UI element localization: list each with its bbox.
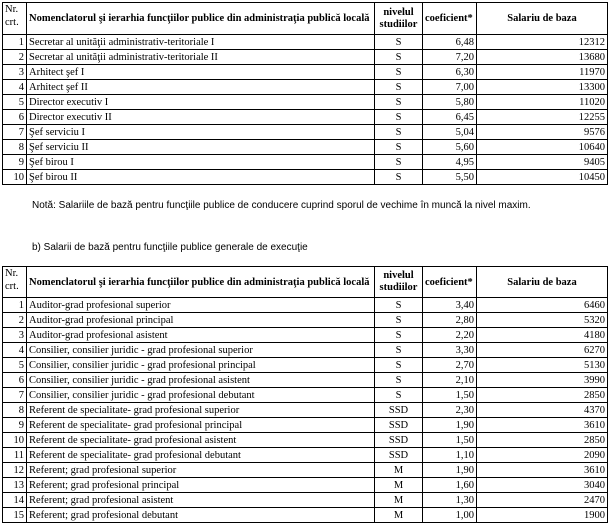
row-salary-cell: 5130 [477, 358, 608, 373]
table-row [3, 65, 608, 80]
row-nr-cell: 7 [3, 388, 27, 403]
row-nr-cell: 5 [3, 95, 27, 110]
row-salary-cell: 9405 [477, 155, 608, 170]
row-coef-cell: 1,00 [423, 508, 477, 523]
row-name-cell: Şef birou II [27, 170, 375, 185]
row-coef-cell: 1,50 [423, 388, 477, 403]
row-nr-cell: 1 [3, 35, 27, 50]
row-nr-cell: 8 [3, 140, 27, 155]
row-nr-cell: 15 [3, 508, 27, 523]
row-name-cell: Referent de specialitate- grad profesional asistent [27, 433, 375, 448]
row-nr-cell: 5 [3, 358, 27, 373]
row-coef-cell: 1,10 [423, 448, 477, 463]
row-coef-cell: 1,60 [423, 478, 477, 493]
header-salary: Salariu de baza [477, 3, 608, 35]
table-row [3, 403, 608, 418]
row-nr-cell: 12 [3, 463, 27, 478]
row-coef-cell: 2,30 [423, 403, 477, 418]
row-nr-cell: 10 [3, 170, 27, 185]
row-salary-cell: 4180 [477, 328, 608, 343]
header-coef: coeficient* [423, 3, 477, 35]
row-salary-cell: 6270 [477, 343, 608, 358]
note-text: Notă: Salariile de bază pentru funcţiile publice de conducere cuprind sporul de vechime în muncă la nivel maxim. [32, 200, 531, 211]
table-row [3, 418, 608, 433]
row-level-cell: M [375, 508, 423, 523]
row-coef-cell: 1,90 [423, 463, 477, 478]
row-salary-cell: 13680 [477, 50, 608, 65]
row-name-cell: Auditor-grad profesional principal [27, 313, 375, 328]
row-name-cell: Şef serviciu I [27, 125, 375, 140]
row-coef-cell: 6,45 [423, 110, 477, 125]
row-coef-cell: 3,30 [423, 343, 477, 358]
row-nr-cell: 1 [3, 298, 27, 313]
row-salary-cell: 5320 [477, 313, 608, 328]
row-level-cell: S [375, 343, 423, 358]
row-nr-cell: 13 [3, 478, 27, 493]
row-name-cell: Referent; grad profesional debutant [27, 508, 375, 523]
row-level-cell: S [375, 50, 423, 65]
row-name-cell: Referent; grad profesional superior [27, 463, 375, 478]
table-row [3, 35, 608, 50]
row-coef-cell: 6,30 [423, 65, 477, 80]
table-row [3, 493, 608, 508]
row-nr-cell: 11 [3, 448, 27, 463]
row-coef-cell: 6,48 [423, 35, 477, 50]
table-management-positions [2, 2, 608, 185]
table-row [3, 155, 608, 170]
row-nr-cell: 8 [3, 403, 27, 418]
row-level-cell: S [375, 95, 423, 110]
row-salary-cell: 12312 [477, 35, 608, 50]
row-salary-cell: 2850 [477, 388, 608, 403]
row-coef-cell: 7,20 [423, 50, 477, 65]
row-name-cell: Auditor-grad profesional superior [27, 298, 375, 313]
row-salary-cell: 3990 [477, 373, 608, 388]
row-coef-cell: 5,50 [423, 170, 477, 185]
row-name-cell: Consilier, consilier juridic - grad profesional asistent [27, 373, 375, 388]
row-level-cell: S [375, 313, 423, 328]
row-nr-cell: 4 [3, 80, 27, 95]
row-coef-cell: 2,70 [423, 358, 477, 373]
table-row [3, 313, 608, 328]
row-nr-cell: 7 [3, 125, 27, 140]
row-name-cell: Referent de specialitate- grad profesional principal [27, 418, 375, 433]
row-coef-cell: 7,00 [423, 80, 477, 95]
row-coef-cell: 5,60 [423, 140, 477, 155]
row-level-cell: SSD [375, 433, 423, 448]
row-salary-cell: 1900 [477, 508, 608, 523]
row-name-cell: Referent; grad profesional principal [27, 478, 375, 493]
row-name-cell: Secretar al unităţii administrativ-teritoriale II [27, 50, 375, 65]
table-row [3, 140, 608, 155]
row-nr-cell: 2 [3, 50, 27, 65]
row-coef-cell: 2,80 [423, 313, 477, 328]
table-row [3, 508, 608, 523]
row-coef-cell: 4,95 [423, 155, 477, 170]
row-level-cell: M [375, 463, 423, 478]
table-row [3, 373, 608, 388]
row-level-cell: S [375, 328, 423, 343]
row-level-cell: S [375, 388, 423, 403]
row-salary-cell: 2090 [477, 448, 608, 463]
table-row [3, 328, 608, 343]
row-level-cell: SSD [375, 418, 423, 433]
row-nr-cell: 10 [3, 433, 27, 448]
row-level-cell: SSD [375, 448, 423, 463]
table-row [3, 388, 608, 403]
row-name-cell: Consilier, consilier juridic - grad profesional superior [27, 343, 375, 358]
row-salary-cell: 10640 [477, 140, 608, 155]
row-name-cell: Consilier, consilier juridic - grad profesional principal [27, 358, 375, 373]
header-name: Nomenclatorul şi ierarhia funcţiilor publice din administraţia publică locală [27, 3, 375, 35]
table-row [3, 110, 608, 125]
row-coef-cell: 1,90 [423, 418, 477, 433]
row-name-cell: Referent de specialitate- grad profesional superior [27, 403, 375, 418]
row-level-cell: S [375, 170, 423, 185]
row-salary-cell: 9576 [477, 125, 608, 140]
row-salary-cell: 3610 [477, 463, 608, 478]
row-salary-cell: 13300 [477, 80, 608, 95]
row-salary-cell: 6460 [477, 298, 608, 313]
row-coef-cell: 3,40 [423, 298, 477, 313]
row-level-cell: S [375, 155, 423, 170]
table-row [3, 298, 608, 313]
row-level-cell: S [375, 140, 423, 155]
row-coef-cell: 2,20 [423, 328, 477, 343]
row-level-cell: S [375, 125, 423, 140]
table-row [3, 358, 608, 373]
row-nr-cell: 4 [3, 343, 27, 358]
row-nr-cell: 6 [3, 110, 27, 125]
row-name-cell: Consilier, consilier juridic - grad profesional debutant [27, 388, 375, 403]
row-level-cell: S [375, 373, 423, 388]
row-coef-cell: 5,80 [423, 95, 477, 110]
row-salary-cell: 10450 [477, 170, 608, 185]
row-name-cell: Arhitect şef I [27, 65, 375, 80]
row-name-cell: Auditor-grad profesional asistent [27, 328, 375, 343]
table-row [3, 433, 608, 448]
row-level-cell: M [375, 478, 423, 493]
row-coef-cell: 5,04 [423, 125, 477, 140]
table-row [3, 478, 608, 493]
row-salary-cell: 12255 [477, 110, 608, 125]
row-salary-cell: 4370 [477, 403, 608, 418]
table-row [3, 125, 608, 140]
table-row [3, 170, 608, 185]
row-nr-cell: 9 [3, 155, 27, 170]
header-level: nivelul studiilor [375, 3, 423, 35]
row-salary-cell: 11970 [477, 65, 608, 80]
row-name-cell: Referent de specialitate- grad profesional debutant [27, 448, 375, 463]
table-execution-positions [2, 266, 608, 523]
row-name-cell: Arhitect şef II [27, 80, 375, 95]
table-row [3, 80, 608, 95]
row-name-cell: Director executiv I [27, 95, 375, 110]
header-level: nivelul studiilor [375, 267, 423, 298]
row-nr-cell: 14 [3, 493, 27, 508]
row-nr-cell: 9 [3, 418, 27, 433]
table-row [3, 95, 608, 110]
row-level-cell: S [375, 80, 423, 95]
row-salary-cell: 11020 [477, 95, 608, 110]
row-level-cell: SSD [375, 403, 423, 418]
header-name: Nomenclatorul şi ierarhia funcţiilor publice din administraţia publică locală [27, 267, 375, 298]
table-row [3, 50, 608, 65]
row-salary-cell: 3610 [477, 418, 608, 433]
section-subtitle: b) Salarii de bază pentru funcţiile publice generale de execuţie [32, 242, 308, 253]
row-salary-cell: 2470 [477, 493, 608, 508]
row-level-cell: S [375, 65, 423, 80]
row-name-cell: Şef serviciu II [27, 140, 375, 155]
row-name-cell: Şef birou I [27, 155, 375, 170]
row-level-cell: S [375, 358, 423, 373]
row-level-cell: S [375, 110, 423, 125]
table-header-row [3, 267, 608, 298]
row-nr-cell: 3 [3, 328, 27, 343]
row-name-cell: Director executiv II [27, 110, 375, 125]
table-row [3, 463, 608, 478]
row-salary-cell: 2850 [477, 433, 608, 448]
row-nr-cell: 3 [3, 65, 27, 80]
header-nr: Nr. crt. [3, 267, 27, 298]
row-coef-cell: 1,30 [423, 493, 477, 508]
row-name-cell: Secretar al unităţii administrativ-teritoriale I [27, 35, 375, 50]
table-header-row [3, 3, 608, 35]
row-level-cell: S [375, 35, 423, 50]
row-name-cell: Referent; grad profesional asistent [27, 493, 375, 508]
row-coef-cell: 1,50 [423, 433, 477, 448]
row-nr-cell: 2 [3, 313, 27, 328]
row-salary-cell: 3040 [477, 478, 608, 493]
row-level-cell: S [375, 298, 423, 313]
header-nr: Nr. crt. [3, 3, 27, 35]
header-coef: coeficient* [423, 267, 477, 298]
row-nr-cell: 6 [3, 373, 27, 388]
header-salary: Salariu de baza [477, 267, 608, 298]
table-row [3, 343, 608, 358]
table-row [3, 448, 608, 463]
row-coef-cell: 2,10 [423, 373, 477, 388]
row-level-cell: M [375, 493, 423, 508]
